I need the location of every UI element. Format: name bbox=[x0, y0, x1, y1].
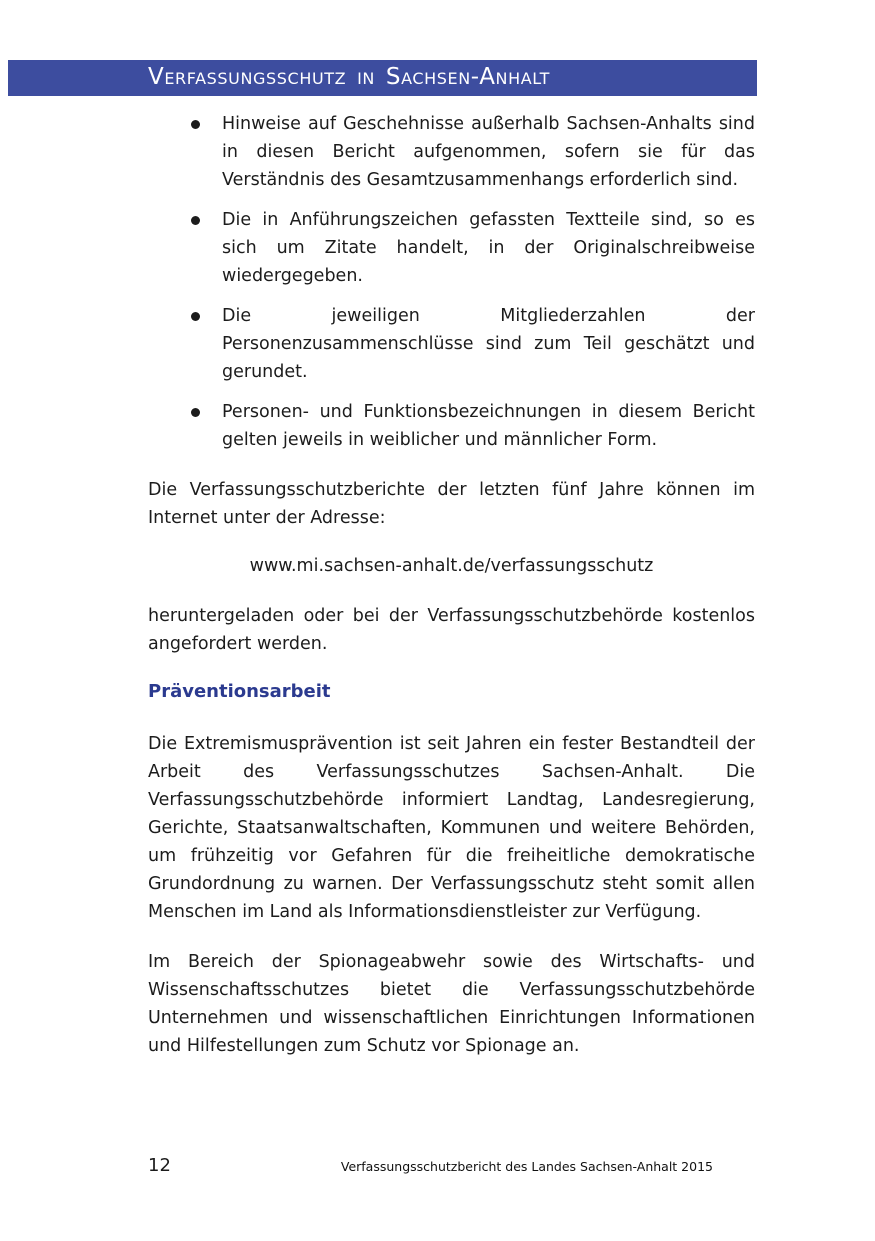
bullet-icon bbox=[191, 312, 200, 321]
bullet-item bbox=[148, 110, 755, 194]
page-footer bbox=[148, 1155, 755, 1176]
page-content bbox=[148, 110, 755, 1060]
report-url-text: www.mi.sachsen-anhalt.de/verfassungsschutz bbox=[249, 556, 654, 576]
section-heading-praeventionsarbeit: Präventionsarbeit bbox=[148, 681, 331, 702]
chapter-header-band bbox=[8, 60, 757, 96]
bullet-item bbox=[148, 206, 755, 290]
bullet-text: Personen- und Funktionsbezeichnungen in diesem Bericht gelten jeweils in weiblicher und männlicher Form. bbox=[222, 402, 755, 450]
bullet-list bbox=[148, 110, 755, 454]
chapter-title: Verfassungsschutz in Sachsen-Anhalt bbox=[148, 64, 550, 90]
paragraph-internet-intro: Die Verfassungsschutzberichte der letzten fünf Jahre können im Internet unter der Adresse: bbox=[148, 480, 755, 528]
footer-report-title: Verfassungsschutzbericht des Landes Sachsen-Anhalt 2015 bbox=[340, 1159, 713, 1174]
bullet-icon bbox=[191, 408, 200, 417]
bullet-item bbox=[148, 398, 755, 454]
paragraph-prevention-2: Im Bereich der Spionageabwehr sowie des Wirtschafts- und Wissenschaftsschutzes bietet die Verfassungsschutzbehörde Unternehmen und wissenschaftlichen Einrichtungen Informationen und Hilfestellungen zum Schutz vor Spionage an. bbox=[148, 952, 755, 1056]
bullet-icon bbox=[191, 120, 200, 129]
bullet-text: Die in Anführungszeichen gefassten Textteile sind, so es sich um Zitate handelt, in der Originalschreibweise wiedergegeben. bbox=[222, 210, 755, 286]
page-number: 12 bbox=[148, 1155, 171, 1176]
paragraph-prevention-1: Die Extremismusprävention ist seit Jahren ein fester Bestandteil der Arbeit des Verfassungsschutzes Sachsen-Anhalt. Die Verfassungsschutzbehörde informiert Landtag, Landesregierung, Gerichte, Staatsanwaltschaften, Kommunen und weitere Behörden, um frühzeitig vor Gefahren für die freiheitliche demokratische Grundordnung zu warnen. Der Verfassungsschutz steht somit allen Menschen im Land als Informationsdienstleister zur Verfügung. bbox=[148, 734, 755, 922]
bullet-text: Hinweise auf Geschehnisse außerhalb Sachsen-Anhalts sind in diesen Bericht aufgenommen, sofern sie für das Verständnis des Gesamtzusammenhangs erforderlich sind. bbox=[222, 114, 755, 190]
bullet-text: Die jeweiligen Mitgliederzahlen der Personenzusammenschlüsse sind zum Teil geschätzt und gerundet. bbox=[222, 306, 755, 382]
bullet-icon bbox=[191, 216, 200, 225]
paragraph-internet-outro: heruntergeladen oder bei der Verfassungsschutzbehörde kostenlos angefordert werden. bbox=[148, 606, 755, 654]
bullet-item bbox=[148, 302, 755, 386]
